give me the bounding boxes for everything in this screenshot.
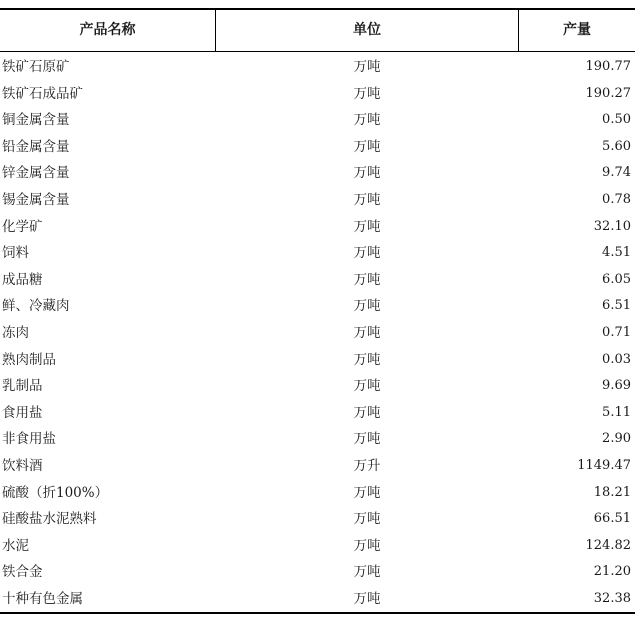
unit-cell: 万吨	[353, 351, 381, 368]
table-row	[0, 426, 635, 453]
product-name-cell: 铁矿石成品矿	[2, 85, 83, 102]
output-cell: 190.27	[585, 85, 631, 101]
header-product-name: 产品名称	[79, 22, 136, 38]
unit-cell: 万吨	[353, 191, 381, 208]
table-row	[0, 293, 635, 320]
production-table	[0, 8, 635, 614]
unit-cell: 万吨	[353, 564, 381, 581]
product-name-cell: 铁合金	[2, 564, 43, 581]
output-cell: 5.11	[602, 404, 631, 420]
output-cell: 2.90	[602, 431, 631, 447]
product-name-cell: 冻肉	[2, 324, 29, 341]
table-row	[0, 373, 635, 400]
product-name-cell: 非食用盐	[2, 431, 56, 448]
output-cell: 1149.47	[577, 457, 631, 473]
table-body	[0, 54, 635, 612]
table-bottom-rule	[0, 612, 635, 614]
unit-cell: 万吨	[353, 404, 381, 421]
product-name-cell: 鲜、冷藏肉	[2, 298, 70, 315]
table-row	[0, 54, 635, 81]
header-output: 产量	[563, 22, 591, 38]
table-row	[0, 240, 635, 267]
table-row	[0, 559, 635, 586]
unit-cell: 万吨	[353, 112, 381, 129]
output-cell: 0.03	[602, 351, 631, 367]
output-cell: 21.20	[593, 564, 631, 580]
product-name-cell: 十种有色金属	[2, 590, 83, 607]
output-cell: 66.51	[593, 511, 631, 527]
output-cell: 18.21	[593, 484, 631, 500]
table-row	[0, 586, 635, 613]
product-name-cell: 水泥	[2, 537, 29, 554]
table-row	[0, 400, 635, 427]
unit-cell: 万吨	[353, 298, 381, 315]
unit-cell: 万吨	[353, 590, 381, 607]
unit-cell: 万吨	[353, 138, 381, 155]
unit-cell: 万吨	[353, 271, 381, 288]
output-cell: 6.05	[602, 271, 631, 287]
table-row	[0, 187, 635, 214]
output-cell: 4.51	[602, 245, 631, 261]
output-cell: 124.82	[585, 537, 631, 553]
table-row	[0, 533, 635, 560]
product-name-cell: 锡金属含量	[2, 191, 70, 208]
table-row	[0, 267, 635, 294]
product-name-cell: 乳制品	[2, 378, 43, 395]
product-name-cell: 铁矿石原矿	[2, 59, 70, 75]
product-name-cell: 锌金属含量	[2, 165, 70, 182]
output-cell: 9.69	[602, 378, 631, 394]
output-cell: 32.10	[593, 218, 631, 234]
product-name-cell: 硫酸（折100%）	[2, 484, 109, 501]
table-row	[0, 347, 635, 374]
output-cell: 0.71	[602, 324, 631, 340]
output-cell: 5.60	[602, 138, 631, 154]
product-name-cell: 食用盐	[2, 404, 43, 421]
table-row	[0, 320, 635, 347]
output-cell: 9.74	[602, 165, 631, 181]
product-name-cell: 铜金属含量	[2, 112, 70, 129]
unit-cell: 万吨	[353, 245, 381, 262]
output-cell: 190.77	[585, 59, 631, 74]
product-name-cell: 熟肉制品	[2, 351, 56, 368]
unit-cell: 万吨	[353, 537, 381, 554]
table-row	[0, 81, 635, 108]
header-unit: 单位	[353, 22, 381, 38]
unit-cell: 万吨	[353, 85, 381, 102]
unit-cell: 万吨	[353, 378, 381, 395]
table-row	[0, 506, 635, 533]
table-row	[0, 480, 635, 507]
unit-cell: 万升	[353, 457, 381, 474]
table-row	[0, 134, 635, 161]
product-name-cell: 铅金属含量	[2, 138, 70, 155]
product-name-cell: 成品糖	[2, 271, 43, 288]
product-name-cell: 硅酸盐水泥熟料	[2, 511, 97, 528]
unit-cell: 万吨	[353, 511, 381, 528]
table-row	[0, 453, 635, 480]
unit-cell: 万吨	[353, 431, 381, 448]
product-name-cell: 饲料	[2, 245, 29, 262]
unit-cell: 万吨	[353, 59, 381, 75]
output-cell: 0.50	[602, 112, 631, 128]
unit-cell: 万吨	[353, 218, 381, 235]
unit-cell: 万吨	[353, 165, 381, 182]
product-name-cell: 化学矿	[2, 218, 43, 235]
table-row	[0, 160, 635, 187]
unit-cell: 万吨	[353, 324, 381, 341]
unit-cell: 万吨	[353, 484, 381, 501]
header-bottom-rule	[0, 51, 635, 52]
output-cell: 0.78	[602, 191, 631, 207]
table-row	[0, 214, 635, 241]
output-cell: 32.38	[593, 590, 631, 606]
table-row	[0, 107, 635, 134]
output-cell: 6.51	[602, 298, 631, 314]
product-name-cell: 饮料酒	[2, 457, 43, 474]
